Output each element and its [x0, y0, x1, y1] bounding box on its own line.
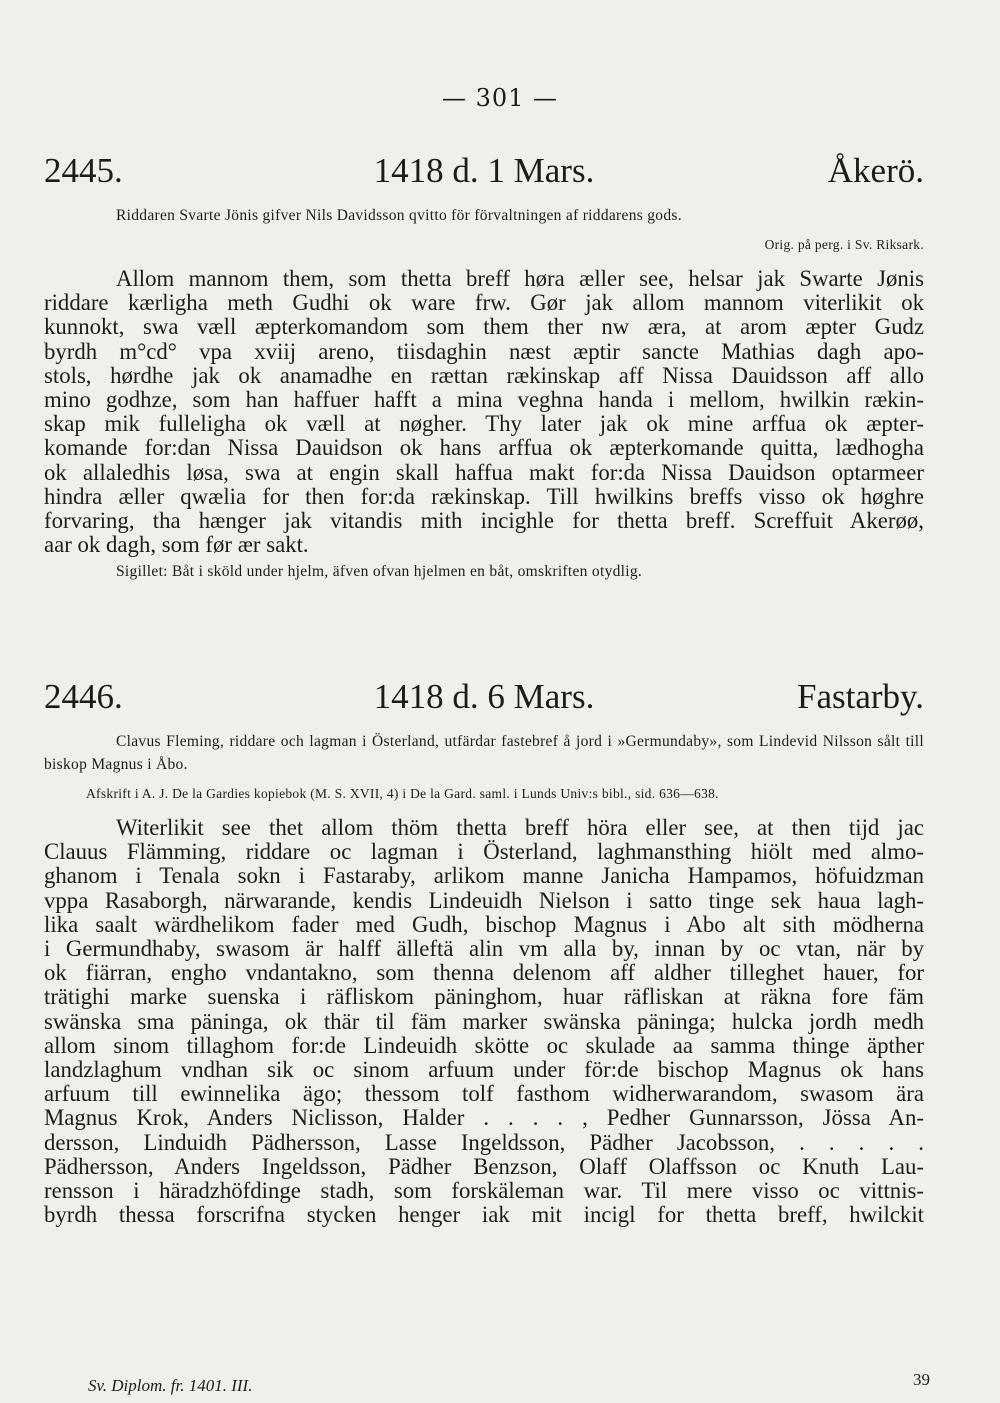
page-number: — 301 — — [441, 84, 559, 112]
body-line: ok allaledhis løsa, swa at engin skall haffua makt for:da Nissa Dauidson optarmeer — [44, 459, 924, 485]
body-line: arfuum till ewinnelika ägo; thessom tolf fasthom widherwarandom, swasom ära — [44, 1081, 924, 1107]
footer-signature: Sv. Diplom. fr. 1401. III. — [88, 1376, 253, 1395]
body-line: ok fiärran, engho vndantakno, som thenna delenom aff aldher tilleghet hauer, for — [44, 960, 924, 986]
body-line: komande for:dan Nissa Dauidson ok hans arffua ok æpterkomande quitta, lædhogha — [44, 435, 924, 461]
entry-body-text — [44, 267, 924, 557]
body-line: byrdh thessa forscrifna stycken henger iak mit incigl for thetta breff, hwilckit — [44, 1202, 924, 1228]
body-line: dersson, Linduidh Pädhersson, Lasse Ingeldsson, Pädher Jacobsson, . . . . . — [44, 1129, 924, 1155]
entry-date: 1418 d. 6 Mars. — [373, 677, 595, 716]
body-line: aar ok dagh, som før ær sakt. — [44, 532, 309, 558]
body-line: hindra æller qwælia for then for:da rækinskap. Till hwilkins breffs visso ok høghre — [44, 483, 924, 509]
entry-summary: Riddaren Svarte Jönis gifver Nils Davidsson qvitto för förvaltningen af riddarens gods. — [116, 207, 682, 224]
body-line: i Germundhaby, swasom är halff älleftä alin vm alla by, innan by oc vtan, när by — [44, 936, 924, 962]
entry-date: 1418 d. 1 Mars. — [373, 151, 595, 190]
seal-description: Sigillet: Båt i sköld under hjelm, äfven ofvan hjelmen en båt, omskriften otydlig. — [116, 563, 643, 581]
document-entry-2445 — [44, 150, 924, 583]
document-entry-2446 — [44, 676, 924, 1227]
body-line: trätighi marke suenska i räfliskom päninghom, huar räfliskan at räkna fore fäm — [44, 984, 924, 1010]
body-line: landzlaghum vndhan sik oc sinom arfuum under för:de bischop Magnus ok hans — [44, 1057, 924, 1083]
body-line: allom sinom tillaghom for:de Lindeuidh skötte oc skulade aa samma thinge äpther — [44, 1032, 924, 1058]
body-line: forvaring, tha hænger jak vitandis mith incighle for thetta breff. Screffuit Akerøø, — [44, 508, 924, 534]
entry-heading — [44, 676, 924, 718]
entry-place: Åkerö. — [827, 151, 924, 190]
body-line: Allom mannom them, som thetta breff høra æller see, helsar jak Swarte Jønis — [116, 266, 924, 291]
entry-number: 2446. — [44, 677, 123, 716]
page-footer — [44, 1370, 930, 1400]
entry-source: Orig. på perg. i Sv. Riksark. — [764, 237, 924, 252]
body-line: Witerlikit see thet allom thöm thetta breff höra eller see, at then tijd jac — [116, 815, 924, 840]
body-line: lika saalt wärdhelikom fader med Gudh, bischop Magnus i Abo alt sith mödherna — [44, 911, 924, 937]
body-line: Clauus Flämming, riddare oc lagman i Österland, laghmansthing hiölt med almo- — [44, 839, 924, 865]
entry-body-text — [44, 816, 924, 1227]
body-line: Pädhersson, Anders Ingeldsson, Pädher Benzson, Olaff Olaffsson oc Knuth Lau- — [44, 1153, 924, 1179]
body-line: byrdh m°cd° vpa xviij areno, tiisdaghin næst æptir sancte Mathias dagh apo- — [44, 338, 924, 364]
body-line: vppa Rasaborgh, närwarande, kendis Lindeuidh Nielson i satto tinge sek haua lagh- — [44, 887, 924, 913]
body-line: riddare kærligha meth Gudhi ok ware frw. Gør jak allom mannom viterlikit ok — [44, 290, 924, 316]
entry-summary: Clavus Fleming, riddare och lagman i Österland, utfärdar fastebref å jord i »Germundaby», som Lindevid Nilsson sålt till biskop Magnus i Åbo. — [44, 733, 924, 773]
footer-sheet-number: 39 — [913, 1370, 930, 1389]
body-line: mino godhze, som han haffuer hafft a mina veghna handa i mellom, hwilkin rækin- — [44, 387, 924, 413]
body-line: Magnus Krok, Anders Niclisson, Halder . . . . , Pedher Gunnarsson, Jössa An- — [44, 1105, 924, 1131]
body-line: kunnokt, swa væll æpterkomandom som them ther nw æra, at arom æpter Gudz — [44, 314, 924, 340]
body-line: skap mik fulleligha ok væll at nøgher. Thy later jak ok mine arffua ok æpter- — [44, 411, 924, 437]
body-line: stols, hørdhe jak ok anamadhe en rættan rækinskap aff Nissa Dauidsson aff allo — [44, 362, 924, 388]
entry-heading — [44, 150, 924, 192]
body-line: ghanom i Tenala sokn i Fastaraby, arlikom manne Janicha Hampamos, höfuidzman — [44, 863, 924, 889]
entry-place: Fastarby. — [796, 677, 924, 716]
entry-number: 2445. — [44, 151, 123, 190]
body-line: swänska sma päninga, ok thär til fäm marker swänska päninga; hulcka jordh medh — [44, 1008, 924, 1034]
entry-source: Afskrift i A. J. De la Gardies kopiebok (M. S. XVII, 4) i De la Gard. saml. i Lunds Univ:s bibl., sid. 636—638. — [86, 786, 719, 801]
body-line: rensson i häradzhöfdinge stadh, som forskäleman war. Til mere visso oc vittnis- — [44, 1178, 924, 1204]
